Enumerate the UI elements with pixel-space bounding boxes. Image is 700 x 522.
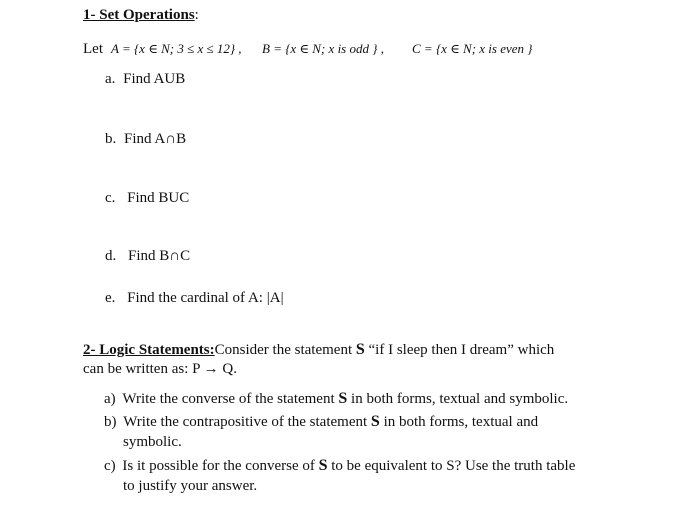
question-text: Find the cardinal of A: |A|: [127, 290, 284, 306]
question-marker: b.: [105, 131, 117, 147]
question-text: Find AUB: [123, 71, 186, 87]
section-1-heading: [83, 6, 199, 24]
intro-pre: Consider the statement: [214, 342, 353, 358]
question-1d: [105, 247, 190, 265]
question-marker: a.: [105, 71, 116, 87]
section-1-colon: :: [194, 7, 199, 23]
section-2-intro-line2: can be written as: P → Q.: [83, 361, 237, 377]
statement-symbol: S: [355, 341, 365, 358]
intro-post: “if I sleep then I dream” which: [368, 342, 555, 358]
question-1c: [105, 189, 189, 207]
section-2-title: 2- Logic Statements:: [83, 342, 215, 358]
question-marker: b): [104, 414, 117, 430]
question-2c: [104, 457, 575, 475]
question-text-post: in both forms, textual and symbolic.: [351, 391, 569, 407]
question-marker: d.: [105, 248, 117, 264]
question-2b-line2: symbolic.: [123, 434, 182, 450]
statement-symbol: S: [370, 413, 380, 430]
question-text: Find BUC: [127, 190, 190, 206]
question-text-pre: Write the contrapositive of the statement: [123, 414, 368, 430]
question-1e: [105, 289, 284, 307]
set-a-definition: A = {x ∈ N; 3 ≤ x ≤ 12} ,: [111, 41, 242, 56]
question-text-pre: Write the converse of the statement: [122, 391, 335, 407]
question-2c-line2: to justify your answer.: [123, 478, 258, 494]
set-c-definition: C = {x ∈ N; x is even }: [412, 41, 533, 56]
question-1a: [105, 70, 185, 88]
question-marker: e.: [105, 290, 116, 306]
question-marker: a): [104, 391, 116, 407]
question-text-pre: Is it possible for the converse of: [122, 458, 315, 474]
question-text: Find A∩B: [124, 131, 187, 147]
question-text-post: in both forms, textual and: [383, 414, 539, 430]
statement-symbol: S: [338, 390, 348, 407]
question-marker: c): [104, 458, 116, 474]
section-1-title: 1- Set Operations: [83, 7, 195, 23]
question-text: Find B∩C: [128, 248, 191, 264]
let-label: Let: [83, 41, 103, 57]
question-2b: [104, 413, 538, 431]
question-2a: [104, 390, 568, 408]
statement-symbol: S: [318, 457, 328, 474]
set-b-definition: B = {x ∈ N; x is odd } ,: [262, 41, 384, 56]
section-2-intro: [83, 341, 554, 359]
question-text-post: to be equivalent to S? Use the truth table: [331, 458, 576, 474]
question-marker: c.: [105, 190, 116, 206]
question-1b: [105, 130, 186, 148]
